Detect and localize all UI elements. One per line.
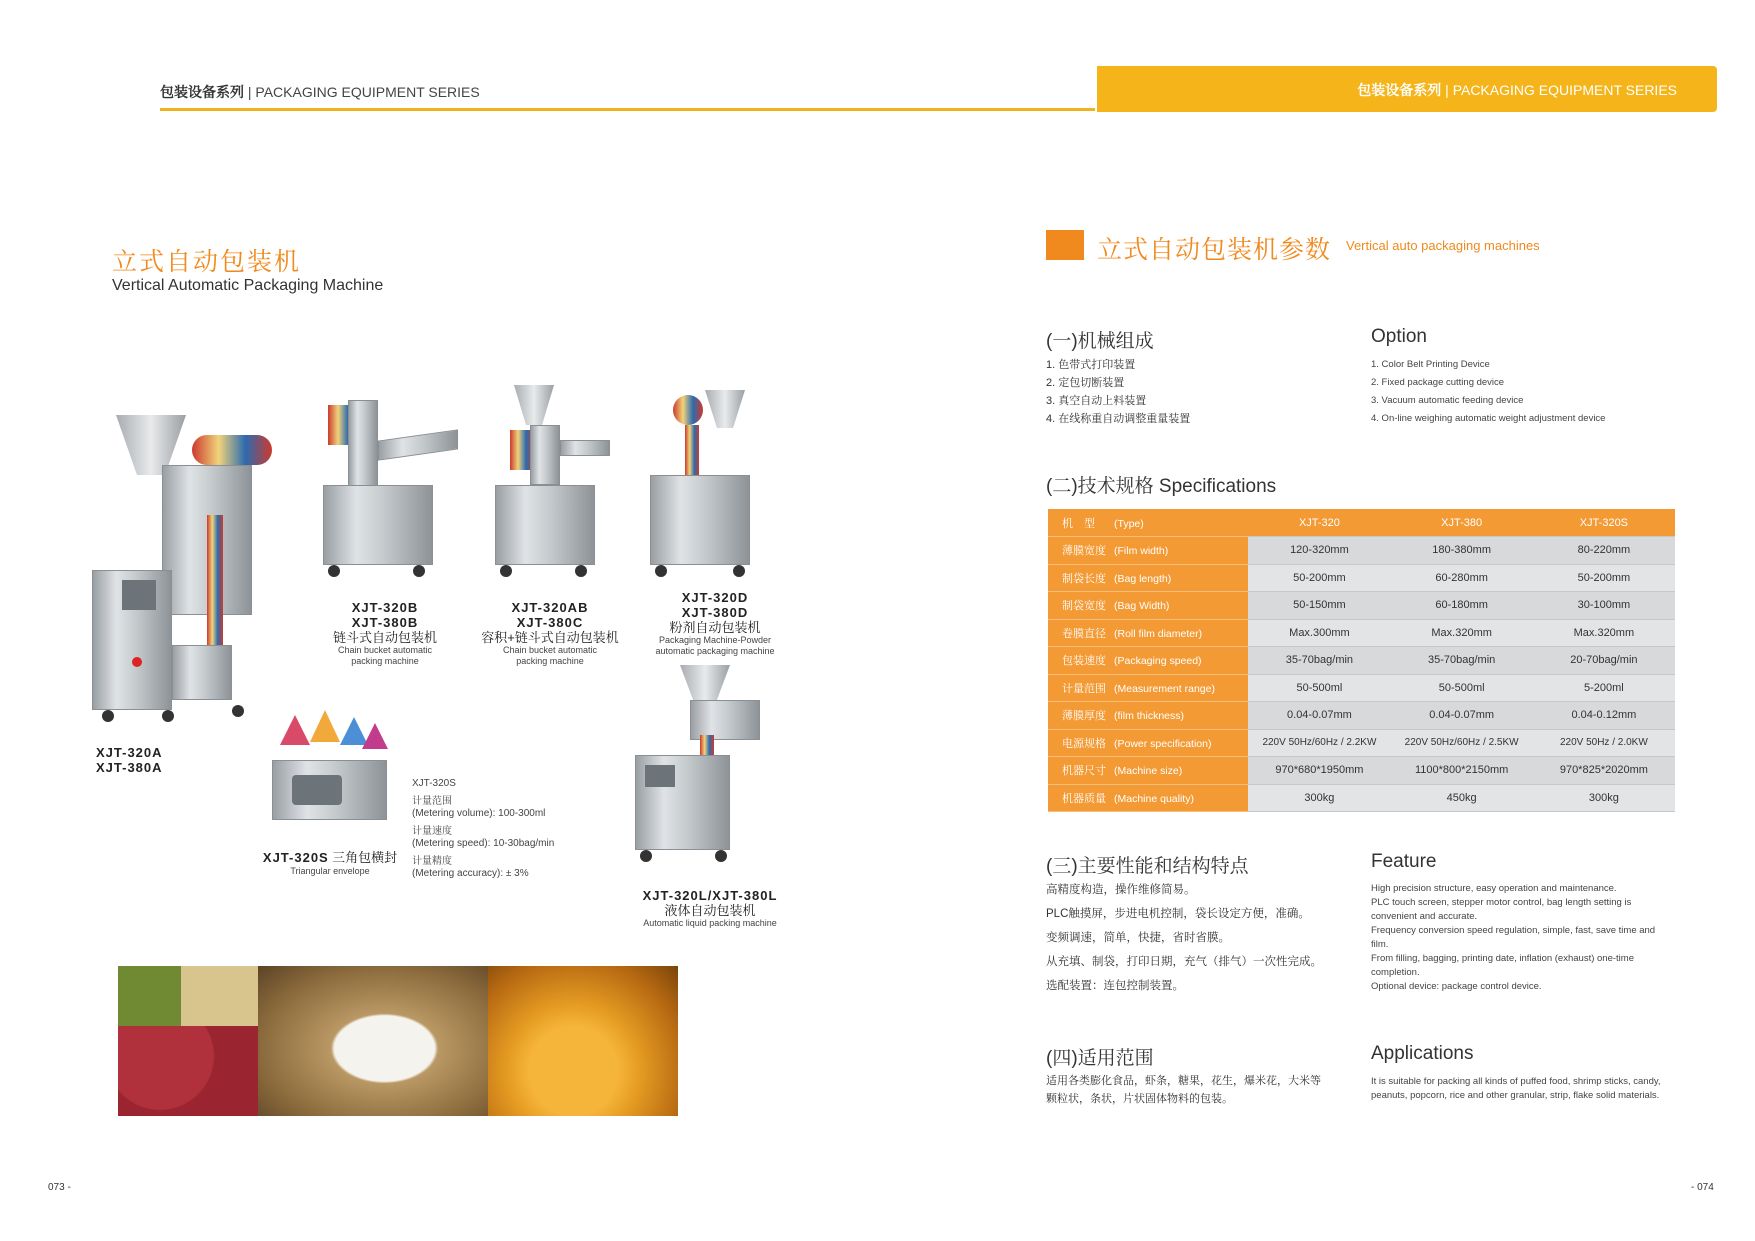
feature-title-cn: (三)主要性能和结构特点 [1046, 856, 1249, 877]
header-right-cn: 包装设备系列 [1357, 82, 1442, 98]
machine-d-name-en1: Packaging Machine-Powder [658, 635, 772, 645]
spec-label-en: (Film width) [1114, 545, 1169, 558]
header-right-en: PACKAGING EQUIPMENT SERIES [1452, 82, 1677, 98]
spec-label-en: (Machine size) [1114, 765, 1183, 778]
apps-text-cn: 适用各类膨化食品，虾条，糖果，花生，爆米花，大米等颗粒状，条状，片状固体物料的包装。 [1046, 1075, 1321, 1105]
s-spec-volume-en: (Metering volume): 100-300ml [412, 808, 546, 819]
spec-cell: 60-280mm [1391, 564, 1533, 592]
machine-l-filler [690, 700, 760, 740]
machine-a-model1: XJT-320A [96, 745, 163, 760]
spec-row [1048, 729, 1675, 757]
mech-item-en: 3. Vacuum automatic feeding device [1371, 395, 1524, 406]
spec-cell: 180-380mm [1391, 537, 1533, 565]
spec-label-cn: 制袋宽度 [1062, 600, 1106, 613]
section-title-en: Vertical auto packaging machines [1346, 238, 1540, 253]
feature-title-en: Feature [1371, 851, 1437, 872]
machine-l-model: XJT-320L/XJT-380L [642, 888, 778, 903]
page-number-left: 073 - [48, 1182, 71, 1193]
spec-label-en: (Type) [1114, 517, 1144, 530]
spec-cell: 220V 50Hz/60Hz / 2.2KW [1248, 729, 1390, 757]
spec-label [1048, 647, 1248, 675]
spec-cell: 20-70bag/min [1533, 647, 1675, 675]
machine-l-name-en: Automatic liquid packing machine [643, 918, 777, 928]
spec-row [1048, 537, 1675, 565]
machine-ab-caption [465, 600, 635, 667]
spec-label-en: (Bag length) [1114, 572, 1172, 585]
machine-ab-wheel [500, 565, 512, 577]
feature-item-en: PLC touch screen, stepper motor control, bag length setting is convenient and accurate. [1371, 897, 1632, 922]
feature-list-cn [1046, 878, 1322, 998]
header-right-sep: | [1445, 82, 1449, 98]
machine-b-caption [300, 600, 470, 667]
spec-label-en: (Bag Width) [1114, 600, 1170, 613]
apps-text-en: It is suitable for packing all kinds of puffed food, shrimp sticks, candy, peanuts, popcorn, rice and other granular, strip, flake solid materials. [1371, 1076, 1661, 1101]
machine-ab-column [530, 425, 560, 485]
s-spec-volume-cn: 计量范围 [412, 796, 452, 807]
mech-list-en [1371, 356, 1605, 428]
machine-b-image [318, 395, 458, 580]
mech-item-cn: 2. 定包切断装置 [1046, 377, 1125, 389]
spec-label-cn: 机 型 [1062, 517, 1095, 530]
machine-ab-image [490, 385, 610, 580]
spec-cell: 300kg [1533, 784, 1675, 812]
triangle-pack-icon [340, 717, 368, 745]
machine-a-caption [96, 745, 163, 775]
spec-label-cn: 机器尺寸 [1062, 765, 1106, 778]
machine-s-caption [255, 850, 405, 877]
triangle-pack-icon [362, 723, 388, 749]
apps-title-cn: (四)适用范围 [1046, 1048, 1154, 1069]
spec-row [1048, 564, 1675, 592]
spec-cell: 220V 50Hz / 2.0KW [1533, 729, 1675, 757]
machine-a-wheel [232, 705, 244, 717]
machine-d-hopper [705, 390, 745, 428]
spec-label [1048, 509, 1248, 537]
mech-item-cn: 1. 色带式打印装置 [1046, 359, 1136, 371]
spec-row [1048, 647, 1675, 675]
spec-cell: 0.04-0.12mm [1533, 702, 1675, 730]
spec-label [1048, 674, 1248, 702]
machine-b-conveyor [378, 429, 458, 460]
grains-photo [118, 966, 258, 1026]
mech-item-en: 1. Color Belt Printing Device [1371, 359, 1490, 370]
spec-label-cn: 卷膜直径 [1062, 627, 1106, 640]
spec-cell: 0.04-0.07mm [1248, 702, 1390, 730]
machine-b-wheel [328, 565, 340, 577]
machine-s-specs [412, 778, 554, 886]
spec-cell: 80-220mm [1533, 537, 1675, 565]
page-title-en: Vertical Automatic Packaging Machine [112, 277, 384, 294]
spec-cell: 50-200mm [1533, 564, 1675, 592]
spec-col-head: XJT-380 [1391, 509, 1533, 537]
spec-label-en: (Roll film diameter) [1114, 627, 1203, 640]
machine-a-model2: XJT-380A [96, 760, 163, 775]
machine-d-name-en2: automatic packaging machine [655, 646, 775, 656]
feature-item-en: High precision structure, easy operation and maintenance. [1371, 883, 1617, 894]
section-title-cn: 立式自动包装机参数 [1097, 236, 1332, 264]
s-spec-speed-cn: 计量速度 [412, 826, 452, 837]
machine-d-model1: XJT-320D [681, 590, 749, 605]
feature-item-cn: 变频调速，简单，快捷，省时省膜。 [1046, 932, 1230, 944]
spec-cell: Max.320mm [1533, 619, 1675, 647]
spec-cell: 300kg [1248, 784, 1390, 812]
spec-col-head: XJT-320S [1533, 509, 1675, 537]
machine-ab-name-en2: packing machine [516, 656, 584, 666]
machine-s-sealer [292, 775, 342, 805]
machine-l-screen [645, 765, 675, 787]
machine-d-model2: XJT-380D [681, 605, 749, 620]
spec-cell: 35-70bag/min [1248, 647, 1390, 675]
spec-cell: 60-180mm [1391, 592, 1533, 620]
spec-cell: 50-200mm [1248, 564, 1390, 592]
feature-item-en: Frequency conversion speed regulation, simple, fast, save time and film. [1371, 925, 1656, 950]
machine-b-wheel [413, 565, 425, 577]
machine-d-caption [630, 590, 800, 657]
spec-row [1048, 702, 1675, 730]
spec-label [1048, 619, 1248, 647]
machine-s-image [272, 705, 392, 845]
machine-d-name-cn: 粉剂自动包装机 [669, 620, 761, 635]
spec-label-cn: 计量范围 [1062, 682, 1106, 695]
machine-b-name-en1: Chain bucket automatic [337, 645, 433, 655]
machine-a-wheel [162, 710, 174, 722]
machine-a-base [172, 645, 232, 700]
feature-item-cn: 选配装置：连包控制装置。 [1046, 980, 1184, 992]
machine-a-image [92, 405, 272, 725]
machine-a-stop-button [132, 657, 142, 667]
s-spec-accuracy-en: (Metering accuracy): ± 3% [412, 868, 529, 879]
section-marker [1046, 230, 1084, 260]
machine-a-screen [122, 580, 156, 610]
mech-item-cn: 3. 真空自动上料装置 [1046, 395, 1147, 407]
mech-item-en: 2. Fixed package cutting device [1371, 377, 1505, 388]
spec-cell: 35-70bag/min [1391, 647, 1533, 675]
spec-title: (二)技术规格 Specifications [1046, 476, 1277, 497]
spec-cell: 50-500ml [1391, 674, 1533, 702]
spec-label-en: (film thickness) [1114, 710, 1185, 723]
machine-b-model2: XJT-380B [351, 615, 419, 630]
s-spec-model: XJT-320S [412, 778, 456, 789]
machine-l-name-cn: 液体自动包装机 [664, 903, 756, 918]
machine-d-cabinet [650, 475, 750, 565]
spec-cell: 120-320mm [1248, 537, 1390, 565]
machine-l-wheel [715, 850, 727, 862]
s-spec-speed-en: (Metering speed): 10-30bag/min [412, 838, 555, 849]
feature-item-cn: 从充填、制袋，打印日期，充气（排气）一次性完成。 [1046, 956, 1322, 968]
spec-cell: Max.320mm [1391, 619, 1533, 647]
machine-ab-name-en1: Chain bucket automatic [502, 645, 598, 655]
machine-d-image [645, 390, 755, 580]
spec-cell: 220V 50Hz/60Hz / 2.5KW [1391, 729, 1533, 757]
machine-d-wheel [655, 565, 667, 577]
machine-l-hopper [680, 665, 730, 705]
mech-title-en: Option [1371, 326, 1427, 347]
machine-ab-model2: XJT-380C [516, 615, 584, 630]
header-left-en: PACKAGING EQUIPMENT SERIES [255, 84, 480, 100]
spec-table [1048, 509, 1675, 812]
spec-label-cn: 包装速度 [1062, 655, 1106, 668]
machine-ab-wheel [575, 565, 587, 577]
machine-b-column [348, 400, 378, 490]
triangle-pack-icon [310, 710, 340, 742]
spec-row [1048, 619, 1675, 647]
feature-list-en [1371, 882, 1671, 994]
spec-cell: 50-500ml [1248, 674, 1390, 702]
spec-cell: 30-100mm [1533, 592, 1675, 620]
machine-s-name-cn: 三角包横封 [332, 850, 398, 865]
machine-b-name-cn: 链斗式自动包装机 [332, 630, 437, 645]
spec-label [1048, 564, 1248, 592]
machine-s-model: XJT-320S [262, 850, 329, 865]
spec-row [1048, 757, 1675, 785]
spec-row [1048, 674, 1675, 702]
s-spec-accuracy-cn: 计量精度 [412, 856, 452, 867]
mech-item-cn: 4. 在线称重自动调整重量装置 [1046, 413, 1191, 425]
mech-title-cn: (一)机械组成 [1046, 331, 1154, 352]
machine-b-name-en2: packing machine [351, 656, 419, 666]
spec-header-row [1048, 509, 1675, 537]
spec-label [1048, 757, 1248, 785]
flour-wheat-photo [258, 966, 488, 1116]
machine-l-caption [620, 888, 800, 929]
feature-item-en: From filling, bagging, printing date, inflation (exhaust) one-time completion. [1371, 953, 1634, 978]
header-right-bar [1097, 66, 1717, 112]
mech-list-cn [1046, 356, 1190, 428]
header-right [1357, 80, 1677, 100]
spec-col-head: XJT-320 [1248, 509, 1390, 537]
machine-s-name-en: Triangular envelope [290, 866, 370, 876]
spec-cell: 50-150mm [1248, 592, 1390, 620]
machine-ab-hopper [514, 385, 554, 425]
spec-row [1048, 592, 1675, 620]
machine-ab-conveyor [560, 440, 610, 456]
honey-photo [488, 966, 678, 1116]
apps-title-en: Applications [1371, 1043, 1474, 1064]
machine-l-image [630, 665, 780, 865]
machine-d-wheel [733, 565, 745, 577]
header-left-cn: 包装设备系列 [160, 84, 244, 100]
spec-label [1048, 784, 1248, 812]
machine-b-model1: XJT-320B [351, 600, 419, 615]
header-left [160, 82, 480, 102]
spec-label-cn: 薄膜厚度 [1062, 710, 1106, 723]
spec-label-cn: 薄膜宽度 [1062, 545, 1106, 558]
spec-label-en: (Power specification) [1114, 737, 1212, 750]
spec-label-en: (Machine quality) [1114, 792, 1194, 805]
spec-cell: 450kg [1391, 784, 1533, 812]
page-title-cn: 立式自动包装机 [112, 248, 302, 276]
spec-label [1048, 592, 1248, 620]
spec-cell: 1100*800*2150mm [1391, 757, 1533, 785]
spec-cell: 970*680*1950mm [1248, 757, 1390, 785]
spec-label-cn: 机器质量 [1062, 792, 1106, 805]
machine-ab-model1: XJT-320AB [511, 600, 589, 615]
spec-label [1048, 702, 1248, 730]
triangle-pack-icon [280, 715, 310, 745]
spec-label [1048, 537, 1248, 565]
spec-cell: Max.300mm [1248, 619, 1390, 647]
spec-label-cn: 制袋长度 [1062, 572, 1106, 585]
spec-label-en: (Packaging speed) [1114, 655, 1202, 668]
header-left-rule [160, 108, 1095, 111]
machine-a-film-roll [192, 435, 272, 465]
mech-item-en: 4. On-line weighing automatic weight adjustment device [1371, 413, 1606, 424]
machine-l-wheel [640, 850, 652, 862]
machine-ab-cabinet [495, 485, 595, 565]
feature-item-cn: 高精度构造，操作维修简易。 [1046, 884, 1196, 896]
spec-row [1048, 784, 1675, 812]
machine-a-wheel [102, 710, 114, 722]
machine-ab-name-cn: 容积+链斗式自动包装机 [481, 630, 619, 645]
feature-item-en: Optional device: package control device. [1371, 981, 1542, 992]
machine-b-cabinet [323, 485, 433, 565]
food-photo-strip [118, 966, 678, 1116]
spec-label-en: (Measurement range) [1114, 682, 1215, 695]
spec-label [1048, 729, 1248, 757]
machine-d-film-roll [673, 395, 703, 425]
page-number-right: - 074 [1691, 1182, 1714, 1193]
spec-label-cn: 电源规格 [1062, 737, 1106, 750]
feature-item-cn: PLC触摸屏，步进电机控制，袋长设定方便，准确。 [1046, 908, 1310, 920]
spec-cell: 0.04-0.07mm [1391, 702, 1533, 730]
spec-cell: 970*825*2020mm [1533, 757, 1675, 785]
spec-cell: 5-200ml [1533, 674, 1675, 702]
header-left-sep: | [247, 84, 252, 100]
